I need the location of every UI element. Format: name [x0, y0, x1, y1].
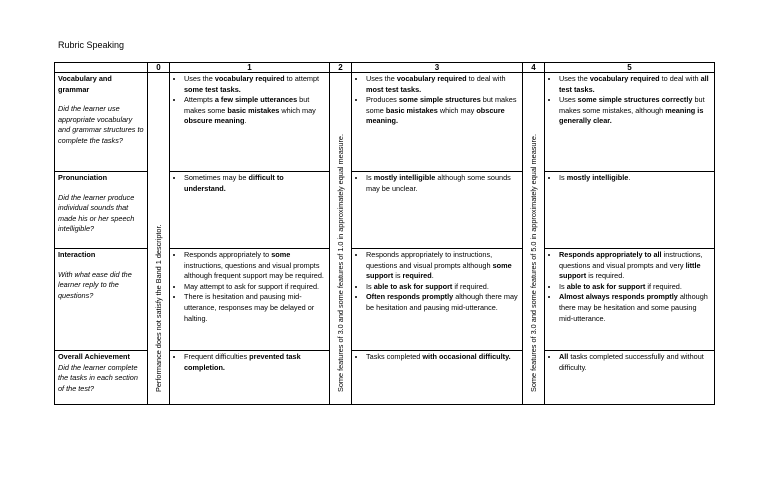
band-5-cell	[545, 249, 715, 351]
descriptor-item: • Is able to ask for support if required.	[559, 282, 711, 293]
document-title: Rubric Speaking	[58, 40, 125, 50]
descriptor-item: • Sometimes may be difficult to understand.	[184, 173, 326, 194]
header-band-3: 3	[352, 63, 523, 73]
criterion-name: Vocabulary and grammar	[58, 74, 112, 94]
descriptor-item: • Is able to ask for support if required.	[366, 282, 519, 293]
band-5-cell	[545, 73, 715, 172]
descriptor-item: • There is hesitation and pausing mid-utterance, responses may be delayed or halting.	[184, 292, 326, 324]
band-1-cell	[170, 249, 330, 351]
rubric-table	[54, 62, 715, 405]
criterion-name: Pronunciation	[58, 173, 108, 182]
header-band-5: 5	[545, 63, 715, 73]
band-3-cell	[352, 172, 523, 249]
header-band-4: 4	[523, 63, 545, 73]
band-4-cell	[523, 73, 545, 405]
band-1-cell	[170, 73, 330, 172]
header-band-2: 2	[330, 63, 352, 73]
band-1-cell	[170, 172, 330, 249]
criterion-question: Did the learner complete the tasks in each section of the test?	[58, 362, 138, 393]
criterion-cell	[55, 249, 148, 351]
descriptor-item: • Uses some simple structures correctly but makes some mistakes, although meaning is generally clear.	[559, 95, 711, 127]
criterion-cell	[55, 172, 148, 249]
descriptor-item: • Is mostly intelligible.	[559, 173, 711, 184]
row-vocabulary	[55, 73, 715, 172]
band-2-cell	[330, 73, 352, 405]
band-3-cell	[352, 351, 523, 405]
header-band-1: 1	[170, 63, 330, 73]
criterion-name: Overall Achievement	[58, 352, 130, 361]
descriptor-list	[173, 173, 326, 194]
descriptor-list	[173, 352, 326, 373]
descriptor-item: • Attempts a few simple utterances but makes some basic mistakes which may obscure meaning.	[184, 95, 326, 127]
descriptor-list	[548, 352, 711, 373]
band-0-descriptor: Performance does not satisfy the Band 1 descriptor.	[153, 224, 163, 392]
header-band-0: 0	[148, 63, 170, 73]
descriptor-list	[173, 250, 326, 324]
band-4-descriptor: Some features of 3.0 and some features of 5.0 in approximately equal measure.	[528, 134, 538, 392]
descriptor-list	[355, 352, 519, 363]
descriptor-item: • Responds appropriately to some instructions, questions and visual prompts although frequent support may be required.	[184, 250, 326, 282]
descriptor-list	[355, 250, 519, 314]
header-row	[55, 63, 715, 73]
descriptor-item: • Responds appropriately to instructions, questions and visual prompts although some support is required.	[366, 250, 519, 282]
criterion-question: Did the learner use appropriate vocabulary and grammar structures to complete the tasks?	[58, 104, 144, 145]
descriptor-item: • Frequent difficulties prevented task completion.	[184, 352, 326, 373]
band-2-descriptor: Some features of 3.0 and some features of 1.0 in approximately equal measure.	[335, 134, 345, 392]
descriptor-item: • Uses the vocabulary required to attempt some test tasks.	[184, 74, 326, 95]
criterion-cell	[55, 351, 148, 405]
descriptor-item: • Tasks completed with occasional difficulty.	[366, 352, 519, 363]
band-3-cell	[352, 249, 523, 351]
descriptor-item: • May attempt to ask for support if required.	[184, 282, 326, 293]
descriptor-list	[548, 173, 711, 184]
band-0-cell	[148, 73, 170, 405]
criterion-name: Interaction	[58, 250, 96, 259]
band-1-cell	[170, 351, 330, 405]
descriptor-list	[548, 250, 711, 324]
criterion-question: Did the learner produce individual sounds that made his or her speech intelligible?	[58, 192, 135, 234]
band-5-cell	[545, 351, 715, 405]
descriptor-item: • All tasks completed successfully and without difficulty.	[559, 352, 711, 373]
descriptor-item: • Uses the vocabulary required to deal with most test tasks.	[366, 74, 519, 95]
descriptor-item: • Is mostly intelligible although some sounds may be unclear.	[366, 173, 519, 194]
descriptor-item: • Often responds promptly although there may be hesitation and pausing mid-utterance.	[366, 292, 519, 313]
descriptor-item: • Responds appropriately to all instructions, questions and visual prompts and very little support is required.	[559, 250, 711, 282]
descriptor-item: • Almost always responds promptly although there may be hesitation and some pausing mid-utterance.	[559, 292, 711, 324]
descriptor-item: • Produces some simple structures but makes some basic mistakes which may obscure meaning.	[366, 95, 519, 127]
descriptor-list	[355, 173, 519, 194]
descriptor-list	[173, 74, 326, 127]
header-criteria	[55, 63, 148, 73]
descriptor-list	[548, 74, 711, 127]
criterion-cell	[55, 73, 148, 172]
band-5-cell	[545, 172, 715, 249]
criterion-question: With what ease did the learner reply to the questions?	[58, 269, 132, 300]
descriptor-list	[355, 74, 519, 127]
descriptor-item: • Uses the vocabulary required to deal with all test tasks.	[559, 74, 711, 95]
band-3-cell	[352, 73, 523, 172]
